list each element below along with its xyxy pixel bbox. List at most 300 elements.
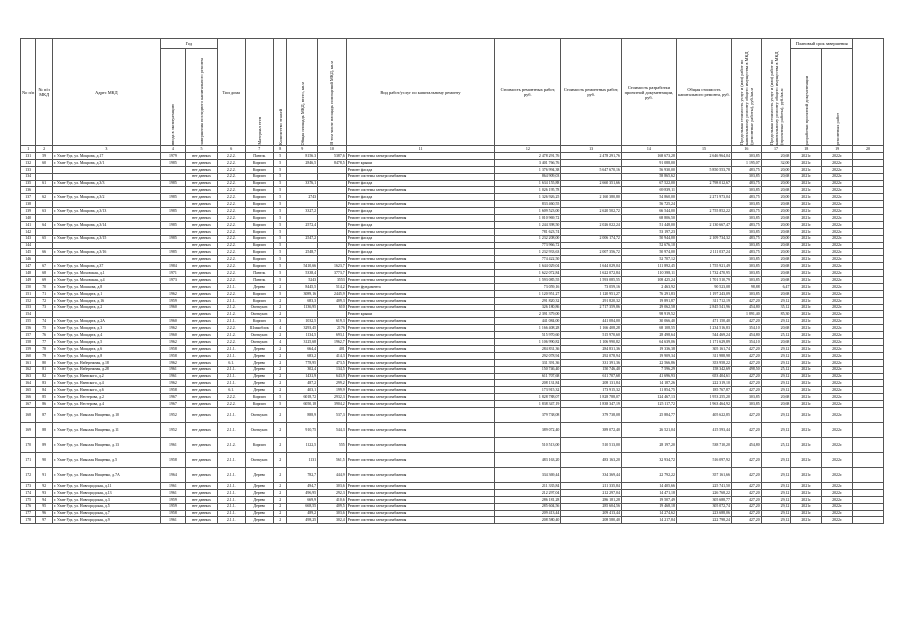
table-cell: 66 544,00: [621, 208, 676, 215]
table-cell: Ошткукат.: [245, 422, 274, 437]
table-cell: [853, 228, 884, 235]
table-cell: 303,85: [731, 394, 761, 401]
table-row: [21, 173, 884, 180]
table-cell: 160: [21, 352, 36, 359]
table-cell: [160, 283, 185, 290]
table-cell: 29,12: [761, 345, 791, 352]
table-cell: 91: [36, 467, 53, 482]
table-cell: г. Улан-Удэ, ул. Мощарта, д.4: [52, 332, 160, 339]
table-cell: Дерево: [245, 517, 274, 524]
table-cell: [318, 235, 347, 242]
col-deadline-repair: ремонтных работ: [834, 112, 840, 145]
table-cell: 2: [274, 496, 287, 503]
table-cell: Ремонт системы электроснабжения: [346, 503, 495, 510]
table-cell: Панель: [245, 277, 274, 284]
table-cell: 773 966,72: [495, 242, 561, 249]
table-cell: нет данных: [186, 153, 218, 160]
table-cell: 1962,7: [318, 339, 347, 346]
table-cell: 4: [274, 339, 287, 346]
table-cell: 2 463,92: [621, 283, 676, 290]
table-cell: Ремонт системы электроснабжения: [346, 380, 495, 387]
table-cell: 29,12: [761, 452, 791, 467]
table-cell: [318, 194, 347, 201]
table-cell: 2: [274, 297, 287, 304]
table-cell: [318, 221, 347, 228]
table-cell: нет данных: [186, 159, 218, 166]
table-cell: [36, 242, 53, 249]
table-cell: [36, 187, 53, 194]
table-cell: [160, 311, 185, 318]
table-cell: 1 171 629,89: [676, 339, 731, 346]
table-cell: 291 820,32: [495, 297, 561, 304]
table-cell: Ремонт системы электроснабжения: [346, 173, 495, 180]
table-cell: [853, 297, 884, 304]
table-cell: г. Улан-Удэ, ул. Николая Нищенко, д.7А: [52, 467, 160, 482]
table-cell: 25,12: [761, 332, 791, 339]
table-cell: 152: [21, 297, 36, 304]
table-cell: 2021г.: [791, 201, 822, 208]
table-cell: 73 059,16: [495, 283, 561, 290]
table-cell: 35,12: [761, 304, 791, 311]
table-cell: нет данных: [186, 339, 218, 346]
table-row: [21, 270, 884, 277]
table-cell: 2022г.: [822, 283, 853, 290]
table-cell: 2 130 667,47: [676, 221, 731, 228]
table-row: [21, 489, 884, 496]
table-cell: 124 467,13: [621, 394, 676, 401]
table-cell: 2021г.: [791, 277, 822, 284]
table-row: [21, 304, 884, 311]
table-cell: 20,68: [761, 270, 791, 277]
table-cell: 483 163,20: [495, 452, 561, 467]
table-cell: [36, 166, 53, 173]
table-cell: 2: [274, 304, 287, 311]
table-cell: 510 513,00: [495, 437, 561, 452]
table-cell: 1985: [160, 235, 185, 242]
table-cell: [853, 187, 884, 194]
table-cell: [561, 311, 622, 318]
table-cell: [853, 510, 884, 517]
table-cell: 2.2.2.: [217, 159, 245, 166]
table-cell: 134,5: [318, 366, 347, 373]
table-cell: 2: [274, 489, 287, 496]
table-cell: нет данных: [186, 467, 218, 482]
table-cell: 170: [21, 437, 36, 452]
table-cell: Ремонт фасада: [346, 166, 495, 173]
table-cell: Ремонт системы электроснабжения: [346, 201, 495, 208]
table-cell: г. Улан-Удэ, ул. Мокрова, д.3/16: [52, 249, 160, 256]
table-cell: [853, 311, 884, 318]
table-cell: 1 244 398,50: [495, 221, 561, 228]
table-cell: г. Улан-Удэ, ул. Мощарта, д.1: [52, 290, 160, 297]
table-cell: нет данных: [186, 387, 218, 394]
table-cell: 156: [21, 325, 36, 332]
table-cell: 2.1.1.: [217, 345, 245, 352]
table-cell: 1 120 951,27: [561, 290, 622, 297]
table-cell: Ремонт фасада: [346, 180, 495, 187]
table-cell: [318, 180, 347, 187]
table-cell: 11 854,75: [621, 387, 676, 394]
table-cell: 2021г.: [791, 194, 822, 201]
table-cell: 2022г.: [822, 467, 853, 482]
table-cell: 1 010 969,72: [495, 215, 561, 222]
table-row: [21, 201, 884, 208]
table-cell: 20,68: [761, 339, 791, 346]
table-cell: 2: [274, 517, 287, 524]
column-number: 8: [274, 146, 287, 153]
table-cell: 2022г.: [822, 489, 853, 496]
table-cell: 693,1: [318, 332, 347, 339]
table-cell: 2.1.1.: [217, 510, 245, 517]
table-cell: 20,00: [761, 235, 791, 242]
table-cell: [676, 242, 731, 249]
table-cell: нет данных: [186, 263, 218, 270]
col-mkd-no: № п/п МКД: [36, 39, 53, 146]
table-cell: 90: [36, 452, 53, 467]
table-cell: 76 291,83: [621, 290, 676, 297]
table-cell: [287, 201, 318, 208]
table-cell: 2 478 291,76: [495, 153, 561, 160]
table-cell: 173: [21, 482, 36, 489]
table-cell: 1967: [160, 401, 185, 408]
table-cell: нет данных: [186, 422, 218, 437]
table-cell: [318, 311, 347, 318]
table-cell: 544 469,24: [676, 332, 731, 339]
table-cell: 53 197,23: [621, 228, 676, 235]
table-row: [21, 221, 884, 228]
table-cell: [36, 311, 53, 318]
table-cell: [853, 159, 884, 166]
table-cell: [52, 187, 160, 194]
table-cell: 50 974,00: [621, 249, 676, 256]
table-cell: Кирпич: [245, 215, 274, 222]
table-cell: 403,1: [287, 387, 318, 394]
table-cell: 19 909,34: [621, 352, 676, 359]
table-cell: Ремонт системы электроснабжения: [346, 332, 495, 339]
table-cell: 2022г.: [822, 187, 853, 194]
table-cell: 5: [274, 159, 287, 166]
table-cell: [318, 215, 347, 222]
table-cell: [160, 256, 185, 263]
table-cell: г. Улан-Удэ, ул. Мокрова, д.3/13: [52, 208, 160, 215]
table-cell: 2.1.1.: [217, 352, 245, 359]
table-cell: [853, 290, 884, 297]
table-cell: Дерево: [245, 359, 274, 366]
table-row: [21, 482, 884, 489]
table-cell: 683,3: [287, 297, 318, 304]
table-cell: 2 160 380,80: [561, 194, 622, 201]
table-cell: 2.2.2.: [217, 153, 245, 160]
table-cell: 131: [21, 153, 36, 160]
table-cell: 2021г.: [791, 503, 822, 510]
table-cell: 427,20: [731, 359, 761, 366]
table-cell: 2: [274, 510, 287, 517]
col-no: No п/п: [21, 39, 36, 146]
table-cell: 1 891,40: [731, 311, 761, 318]
table-cell: 326 180,86: [495, 304, 561, 311]
table-cell: [853, 256, 884, 263]
table-cell: 483,75: [731, 235, 761, 242]
table-cell: 515 970,60: [561, 332, 622, 339]
table-cell: 3376,1: [287, 180, 318, 187]
table-cell: Ремонт системы электроснабжения: [346, 373, 495, 380]
table-cell: 311 988,98: [676, 352, 731, 359]
table-cell: [853, 153, 884, 160]
table-cell: нет данных: [186, 311, 218, 318]
table-cell: 68: [36, 270, 53, 277]
table-cell: 427,20: [731, 496, 761, 503]
table-cell: 54 860,00: [621, 194, 676, 201]
table-cell: 211 335,84: [495, 482, 561, 489]
table-cell: 643,9: [318, 373, 347, 380]
table-cell: 77: [36, 339, 53, 346]
table-cell: 5: [274, 263, 287, 270]
table-cell: 303,6: [318, 482, 347, 489]
table-cell: 19 468,18: [621, 503, 676, 510]
table-cell: Дерево: [245, 373, 274, 380]
table-cell: 2: [274, 437, 287, 452]
table-cell: нет данных: [186, 173, 218, 180]
table-cell: 2.2.2.: [217, 256, 245, 263]
table-cell: нет данных: [186, 290, 218, 297]
table-cell: 2 798 012,67: [676, 180, 731, 187]
table-cell: 2022г.: [822, 194, 853, 201]
table-cell: Ошткукат.: [245, 304, 274, 311]
table-cell: 2021г.: [791, 249, 822, 256]
table-cell: нет данных: [186, 366, 218, 373]
table-cell: Дерево: [245, 496, 274, 503]
table-cell: нет данных: [186, 503, 218, 510]
table-cell: 2022г.: [822, 380, 853, 387]
table-cell: 494,7: [287, 482, 318, 489]
table-cell: [853, 489, 884, 496]
table-cell: [853, 380, 884, 387]
table-cell: 5: [274, 242, 287, 249]
table-cell: 498,25: [287, 517, 318, 524]
table-cell: 414,3: [318, 352, 347, 359]
table-cell: 3773,7: [318, 270, 347, 277]
table-cell: Дерево: [245, 387, 274, 394]
table-cell: 5: [274, 208, 287, 215]
table-cell: 28 498,64: [621, 332, 676, 339]
table-cell: 5 647 670,16: [561, 166, 622, 173]
table-cell: 2021г.: [791, 208, 822, 215]
table-cell: нет данных: [186, 249, 218, 256]
table-cell: 168: [21, 407, 36, 422]
table-cell: 1984: [160, 263, 185, 270]
table-cell: 427,20: [731, 297, 761, 304]
table-cell: 70: [36, 283, 53, 290]
table-cell: 2021г.: [791, 380, 822, 387]
table-cell: [853, 359, 884, 366]
table-cell: [853, 339, 884, 346]
table-cell: 498,50: [731, 366, 761, 373]
table-cell: [318, 187, 347, 194]
table-cell: 2 007 356,72: [561, 249, 622, 256]
table-cell: 544,3: [318, 422, 347, 437]
table-cell: нет данных: [186, 194, 218, 201]
table-cell: 2021г.: [791, 345, 822, 352]
col-wall-material: Материал стен: [256, 117, 262, 145]
table-cell: 97: [36, 517, 53, 524]
table-cell: 2022г.: [822, 496, 853, 503]
table-cell: Ремонт системы электроснабжения: [346, 345, 495, 352]
table-cell: 2 391 379,00: [495, 311, 561, 318]
table-cell: 2: [274, 311, 287, 318]
table-cell: 5243: [287, 277, 318, 284]
table-cell: Ремонт фундамента: [346, 283, 495, 290]
table-cell: 303,85: [731, 187, 761, 194]
table-cell: 1 828 788,07: [561, 394, 622, 401]
table-cell: 561,5: [318, 452, 347, 467]
table-cell: Кирпич: [245, 263, 274, 270]
table-cell: [561, 228, 622, 235]
table-cell: 20,68: [761, 215, 791, 222]
table-cell: 427,20: [731, 467, 761, 482]
table-cell: 1032,5: [287, 318, 318, 325]
table-cell: 1 732 470,95: [676, 270, 731, 277]
table-cell: 473,5: [318, 359, 347, 366]
table-cell: 148: [21, 270, 36, 277]
table-cell: 619,3: [318, 318, 347, 325]
table-cell: 199,9: [318, 387, 347, 394]
table-cell: [853, 249, 884, 256]
table-cell: нет данных: [186, 489, 218, 496]
table-cell: 2 717 359,86: [561, 304, 622, 311]
table-cell: 2021г.: [791, 489, 822, 496]
table-cell: 683,2: [287, 352, 318, 359]
table-cell: 176: [21, 503, 36, 510]
table-cell: 1958: [160, 345, 185, 352]
table-cell: [853, 407, 884, 422]
table-cell: 291 820,32: [561, 297, 622, 304]
table-cell: 32,00: [761, 159, 791, 166]
table-cell: 1967: [160, 394, 185, 401]
table-cell: г. Улан-Удэ, ул. Наевского, д.6: [52, 387, 160, 394]
table-cell: 427,20: [731, 489, 761, 496]
table-cell: 173 915,32: [495, 387, 561, 394]
table-cell: 2 109 734,32: [676, 235, 731, 242]
table-cell: [52, 256, 160, 263]
table-cell: 108 425,24: [621, 277, 676, 284]
table-cell: [160, 228, 185, 235]
col-total-cost: Общая стоимость капитального ремонта, руб.: [676, 39, 731, 146]
table-cell: 69: [36, 277, 53, 284]
table-cell: 29,12: [761, 482, 791, 489]
table-cell: 2 006 174,72: [561, 235, 622, 242]
table-cell: 125 117,72: [621, 401, 676, 408]
table-cell: 20,68: [761, 256, 791, 263]
table-cell: [561, 242, 622, 249]
table-cell: 1964: [160, 467, 185, 482]
table-cell: 29,12: [761, 297, 791, 304]
table-cell: 427,20: [731, 352, 761, 359]
table-cell: 5: [274, 153, 287, 160]
table-cell: 93: [36, 489, 53, 496]
table-cell: г. Улан-Удэ, ул. Новгородская, д.9: [52, 517, 160, 524]
table-cell: 30 066,40: [621, 318, 676, 325]
table-cell: 331 391,36: [495, 359, 561, 366]
table-cell: [160, 201, 185, 208]
table-cell: 2022г.: [822, 437, 853, 452]
table-cell: 334 369,44: [561, 467, 622, 482]
table-cell: 2022г.: [822, 422, 853, 437]
column-number: 16: [731, 146, 761, 153]
table-cell: 162: [21, 366, 36, 373]
table-cell: [561, 256, 622, 263]
table-cell: 29,12: [761, 373, 791, 380]
table-cell: 1960: [160, 304, 185, 311]
table-cell: нет данных: [186, 401, 218, 408]
table-cell: 50 944,00: [621, 235, 676, 242]
table-cell: 2021г.: [791, 228, 822, 235]
table-cell: 2.2.2.: [217, 201, 245, 208]
table-cell: 1961: [160, 366, 185, 373]
table-cell: 1 622 072,84: [561, 270, 622, 277]
table-cell: 2 660 351,66: [561, 180, 622, 187]
table-cell: 2022г.: [822, 452, 853, 467]
table-cell: Дерево: [245, 352, 274, 359]
table-cell: Шлакоблок: [245, 325, 274, 332]
table-cell: 32 934,72: [621, 452, 676, 467]
table-cell: 2021г.: [791, 180, 822, 187]
column-number: 10: [318, 146, 347, 153]
table-cell: 20,68: [761, 153, 791, 160]
table-cell: 2021г.: [791, 325, 822, 332]
table-cell: 142: [21, 228, 36, 235]
table-cell: Ремонт системы электроснабжения: [346, 215, 495, 222]
table-cell: 1 234 516,83: [676, 325, 731, 332]
table-cell: 84: [36, 387, 53, 394]
table-cell: Кирпич: [245, 221, 274, 228]
table-cell: 61: [36, 180, 53, 187]
table-cell: 2 111 037,24: [676, 249, 731, 256]
table-cell: Кирпич: [245, 249, 274, 256]
table-cell: 2.1.1.: [217, 366, 245, 373]
table-cell: 20,00: [761, 208, 791, 215]
table-cell: 14 217,84: [621, 517, 676, 524]
table-cell: Кирпич: [245, 242, 274, 249]
col-year-group: Год: [160, 39, 217, 49]
table-cell: [561, 201, 622, 208]
table-cell: 2.1.1.: [217, 283, 245, 290]
table-cell: 2022г.: [822, 503, 853, 510]
table-cell: 5: [274, 394, 287, 401]
table-row: [21, 325, 884, 332]
table-cell: г. Улан-Удэ, ул. Мощарта, д.5: [52, 339, 160, 346]
table-cell: 2: [274, 482, 287, 489]
table-cell: 150: [21, 283, 36, 290]
table-cell: 177: [21, 510, 36, 517]
table-cell: 68 806,50: [621, 215, 676, 222]
table-cell: Ремонт крыши: [346, 311, 495, 318]
table-cell: 62: [36, 194, 53, 201]
table-cell: нет данных: [186, 394, 218, 401]
table-cell: нет данных: [186, 277, 218, 284]
table-cell: 86: [36, 401, 53, 408]
table-cell: Кирпич: [245, 256, 274, 263]
table-row: [21, 503, 884, 510]
table-cell: 29,12: [761, 359, 791, 366]
table-cell: 143: [21, 235, 36, 242]
table-cell: 2021г.: [791, 437, 822, 452]
table-cell: 471 150,40: [676, 318, 731, 325]
table-cell: 483 163,20: [561, 452, 622, 467]
table-row: [21, 208, 884, 215]
table-cell: 2.2.2.: [217, 339, 245, 346]
table-row: [21, 339, 884, 346]
table-cell: 167: [21, 401, 36, 408]
